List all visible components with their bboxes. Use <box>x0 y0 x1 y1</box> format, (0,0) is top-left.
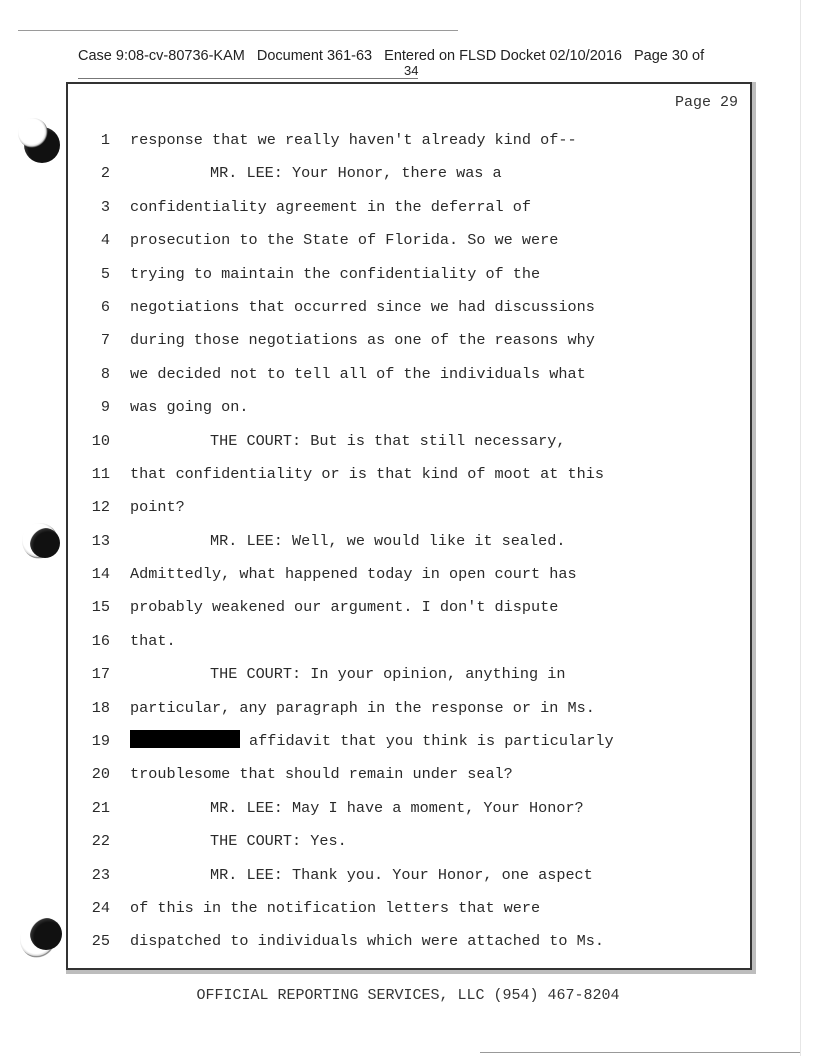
line-text: that confidentiality or is that kind of moot at this <box>130 464 604 483</box>
transcript-lines <box>68 128 750 963</box>
page-of: Page 30 of <box>633 48 705 64</box>
line-number: 12 <box>91 498 110 517</box>
page-edge <box>800 0 801 1056</box>
line-number: 11 <box>91 464 110 483</box>
transcript-frame <box>66 82 752 970</box>
bottom-rule <box>480 1052 800 1053</box>
transcript-line <box>68 328 750 361</box>
redaction-block <box>130 730 240 748</box>
line-text: prosecution to the State of Florida. So we were <box>130 231 559 250</box>
transcript-line <box>68 829 750 862</box>
reporter-footer: OFFICIAL REPORTING SERVICES, LLC (954) 467-8204 <box>196 987 620 1004</box>
line-number: 18 <box>91 698 110 717</box>
transcript-line <box>68 195 750 228</box>
line-text: THE COURT: But is that still necessary, <box>210 431 566 450</box>
line-number: 1 <box>100 131 110 149</box>
transcript-line <box>68 529 750 562</box>
punch-hole-shadow-icon <box>30 528 60 558</box>
line-number: 8 <box>100 364 110 383</box>
line-text: THE COURT: In your opinion, anything in <box>210 665 566 684</box>
header-underline <box>78 78 418 79</box>
line-number: 4 <box>100 231 110 250</box>
transcript-line <box>68 863 750 896</box>
line-text: that. <box>130 631 176 650</box>
line-number: 15 <box>91 598 110 617</box>
line-number: 17 <box>91 665 110 684</box>
line-text-after-redaction: affidavit that you think is particularly <box>249 732 614 751</box>
transcript-line <box>68 228 750 261</box>
line-text: point? <box>130 498 185 517</box>
docket-header <box>78 48 758 78</box>
line-number: 24 <box>91 898 110 917</box>
line-number: 19 <box>91 732 110 751</box>
transcript-line <box>68 562 750 595</box>
line-number: 20 <box>91 765 110 784</box>
transcript-line <box>68 729 750 762</box>
transcript-line <box>68 929 750 962</box>
line-number: 23 <box>91 865 110 884</box>
line-text: THE COURT: Yes. <box>210 832 347 851</box>
line-text: confidentiality agreement in the deferral of <box>130 197 532 216</box>
line-number: 13 <box>91 531 110 550</box>
line-text: particular, any paragraph in the response or in Ms. <box>130 698 595 717</box>
transcript-line <box>68 462 750 495</box>
line-text: probably weakened our argument. I don't dispute <box>130 598 559 617</box>
line-text: MR. LEE: Thank you. Your Honor, one aspect <box>210 865 593 884</box>
line-number: 22 <box>91 832 110 851</box>
top-rule <box>18 30 458 31</box>
line-text: response that we really haven't already kind of-- <box>130 131 577 149</box>
transcript-line <box>68 395 750 428</box>
line-number: 5 <box>100 264 110 283</box>
line-text: we decided not to tell all of the individuals what <box>130 364 586 383</box>
line-number: 16 <box>91 631 110 650</box>
line-text: trying to maintain the confidentiality of the <box>130 264 541 283</box>
punch-hole-shadow-icon <box>30 918 62 950</box>
transcript-line <box>68 161 750 194</box>
transcript-line <box>68 429 750 462</box>
transcript-line <box>68 362 750 395</box>
line-text: troublesome that should remain under seal? <box>130 765 513 784</box>
line-number: 3 <box>100 197 110 216</box>
transcript-line <box>68 629 750 662</box>
punch-hole-rim-icon <box>18 118 48 148</box>
line-text: MR. LEE: May I have a moment, Your Honor? <box>210 798 584 817</box>
transcript-line <box>68 595 750 628</box>
transcript-line <box>68 295 750 328</box>
docket-entry: Entered on FLSD Docket 02/10/2016 <box>384 48 622 64</box>
transcript-page-number: Page 29 <box>674 94 738 111</box>
line-text: Admittedly, what happened today in open court has <box>130 565 577 584</box>
page-total: 34 <box>404 63 419 78</box>
transcript-line <box>68 762 750 795</box>
frame-shadow-bottom <box>66 970 756 974</box>
line-number: 14 <box>91 565 110 584</box>
case-number: Case 9:08-cv-80736-KAM <box>78 48 245 64</box>
line-text: during those negotiations as one of the reasons why <box>130 331 595 350</box>
line-number: 9 <box>100 398 110 417</box>
line-text: was going on. <box>130 398 249 417</box>
line-number: 21 <box>91 798 110 817</box>
line-number: 6 <box>100 297 110 316</box>
transcript-line <box>68 662 750 695</box>
line-number: 10 <box>91 431 110 450</box>
frame-shadow-right <box>752 82 756 974</box>
line-number: 7 <box>100 331 110 350</box>
line-text: negotiations that occurred since we had discussions <box>130 297 595 316</box>
line-text: MR. LEE: Well, we would like it sealed. <box>210 531 566 550</box>
document-number: Document 361-63 <box>256 48 373 64</box>
line-number: 25 <box>91 932 110 951</box>
transcript-line <box>68 796 750 829</box>
line-text: of this in the notification letters that were <box>130 898 541 917</box>
line-number: 2 <box>100 164 110 183</box>
line-text: MR. LEE: Your Honor, there was a <box>210 164 502 183</box>
transcript-line <box>68 696 750 729</box>
transcript-line <box>68 896 750 929</box>
line-text: dispatched to individuals which were attached to Ms. <box>130 932 604 951</box>
line-text <box>130 729 614 753</box>
transcript-line <box>68 128 750 161</box>
transcript-line <box>68 262 750 295</box>
transcript-line <box>68 495 750 528</box>
